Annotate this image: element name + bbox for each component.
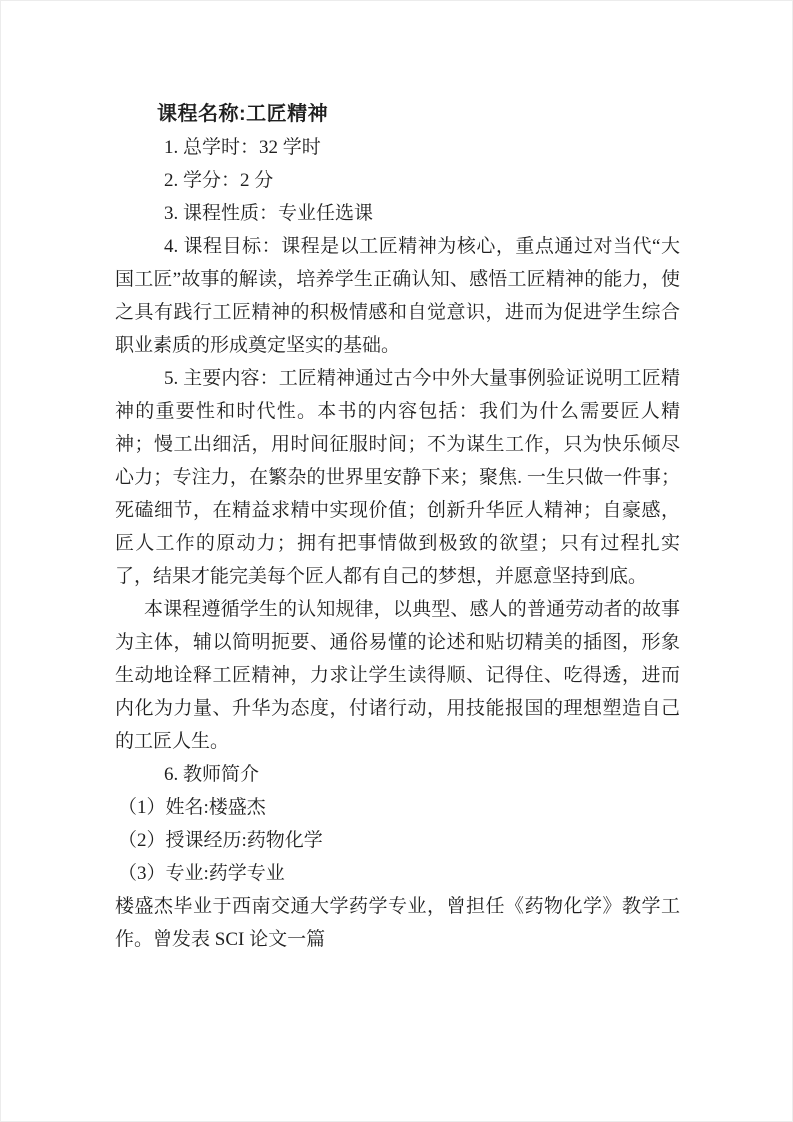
teacher-name-line: （1）姓名:楼盛杰 (118, 797, 266, 818)
course-type-line: 3. 课程性质：专业任选课 (164, 203, 374, 224)
document-content (115, 98, 680, 956)
teacher-intro-heading: 6. 教师简介 (164, 764, 260, 785)
course-approach-paragraph: 本课程遵循学生的认知规律，以典型、感人的普通劳动者的故事为主体，辅以简明扼要、通俗易懂的论述和贴切精美的插图，形象生动地诠释工匠精神，力求让学生读得顺、记得住、吃得透，进而内化为力量、升华为态度，付诸行动，用技能报国的理想塑造自己的工匠人生。 (115, 599, 680, 752)
course-title: 课程名称:工匠精神 (157, 103, 329, 125)
teaching-experience-line: （2）授课经历:药物化学 (118, 830, 323, 851)
teacher-major-line: （3）专业:药学专业 (118, 863, 285, 884)
total-hours-line: 1. 总学时：32 学时 (164, 137, 321, 158)
teacher-bio-paragraph: 楼盛杰毕业于西南交通大学药学专业，曾担任《药物化学》教学工作。曾发表 SCI 论文一篇 (115, 896, 680, 950)
course-objectives-paragraph: 4. 课程目标：课程是以工匠精神为核心，重点通过对当代“大国工匠”故事的解读，培养学生正确认知、感悟工匠精神的能力，使之具有践行工匠精神的积极情感和自觉意识，进而为促进学生综合职业素质的形成奠定坚实的基础。 (115, 236, 680, 356)
credits-line: 2. 学分：2 分 (164, 170, 274, 191)
main-content-paragraph: 5. 主要内容：工匠精神通过古今中外大量事例验证说明工匠精神的重要性和时代性。本书的内容包括：我们为什么需要匠人精神；慢工出细活，用时间征服时间；不为谋生工作，只为快乐倾尽心力；专注力，在繁杂的世界里安静下来；聚焦. 一生只做一件事；死磕细节，在精益求精中实现价值；创新升华匠人精神；自豪感，匠人工作的原动力；拥有把事情做到极致的欲望；只有过程扎实了，结果才能完美每个匠人都有自己的梦想，并愿意坚持到底。 (115, 368, 680, 587)
